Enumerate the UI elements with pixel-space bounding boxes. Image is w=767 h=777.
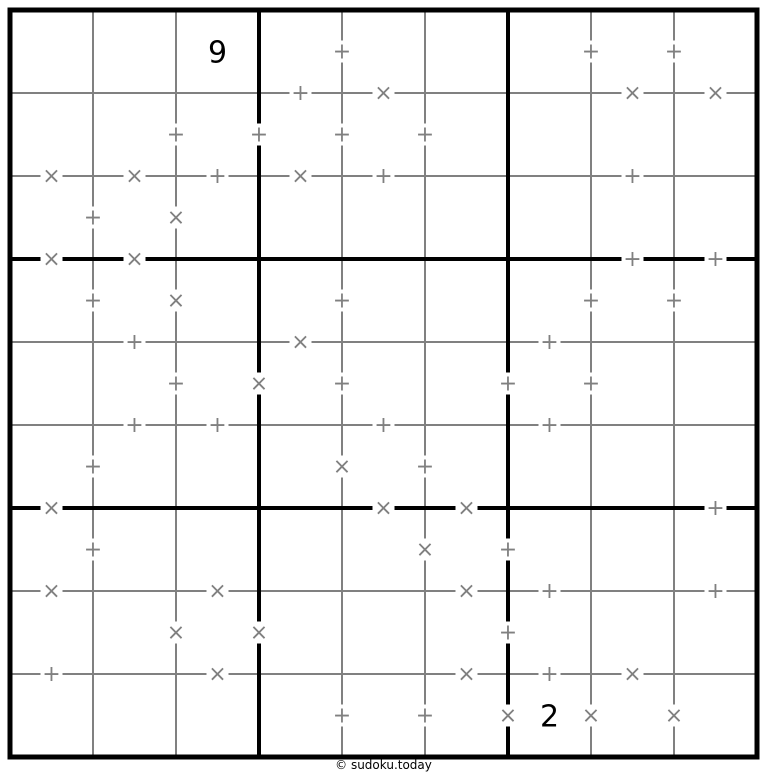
- plus-mark: +: [498, 537, 518, 563]
- cross-mark: ×: [42, 496, 61, 521]
- cross-mark: ×: [457, 496, 476, 521]
- plus-mark: +: [166, 371, 186, 397]
- cell-r1c1[interactable]: [10, 10, 93, 93]
- cell-r6c8[interactable]: [591, 425, 674, 508]
- cross-mark: ×: [166, 205, 186, 231]
- plus-mark: +: [166, 122, 186, 148]
- plus-mark: +: [249, 122, 269, 148]
- plus-mark: +: [42, 662, 61, 687]
- cell-r4c5[interactable]: [342, 259, 425, 342]
- cell-r3c7[interactable]: [508, 176, 591, 259]
- plus-mark: +: [125, 413, 144, 438]
- given-digit: 2: [539, 699, 560, 735]
- cell-r5c1[interactable]: [10, 342, 93, 425]
- cross-mark: ×: [581, 703, 601, 729]
- plus-mark: +: [664, 39, 684, 65]
- plus-mark: +: [83, 288, 103, 314]
- cell-r8c2[interactable]: [93, 591, 176, 674]
- cross-mark: ×: [125, 164, 144, 189]
- plus-mark: +: [332, 288, 352, 314]
- cell-r5c8[interactable]: [591, 342, 674, 425]
- cross-mark: ×: [249, 620, 269, 646]
- cross-mark: ×: [42, 579, 61, 604]
- plus-mark: +: [415, 122, 435, 148]
- plus-mark: +: [415, 454, 435, 480]
- cell-r9c4[interactable]: [259, 674, 342, 757]
- given-digit: 9: [207, 35, 228, 71]
- cross-mark: ×: [374, 81, 393, 106]
- plus-mark: +: [332, 39, 352, 65]
- cross-mark: ×: [125, 247, 144, 272]
- cell-r8c4[interactable]: [259, 591, 342, 674]
- cross-mark: ×: [498, 703, 518, 729]
- plus-mark: +: [706, 579, 725, 604]
- cross-mark: ×: [457, 662, 476, 687]
- cross-mark: ×: [623, 662, 642, 687]
- plus-mark: +: [374, 413, 393, 438]
- cross-mark: ×: [42, 247, 61, 272]
- cross-mark: ×: [374, 496, 393, 521]
- cross-mark: ×: [249, 371, 269, 397]
- plus-mark: +: [208, 164, 227, 189]
- cell-r1c6[interactable]: [425, 10, 508, 93]
- cross-mark: ×: [166, 620, 186, 646]
- cross-mark: ×: [623, 81, 642, 106]
- plus-mark: +: [83, 537, 103, 563]
- cell-r6c4[interactable]: [259, 425, 342, 508]
- cross-mark: ×: [166, 288, 186, 314]
- cell-r3c6[interactable]: [425, 176, 508, 259]
- cell-r5c9[interactable]: [674, 342, 757, 425]
- plus-mark: +: [581, 371, 601, 397]
- cell-r9c9[interactable]: [674, 674, 757, 757]
- plus-mark: +: [332, 371, 352, 397]
- plus-mark: +: [498, 620, 518, 646]
- cross-mark: ×: [706, 81, 725, 106]
- cross-mark: ×: [332, 454, 352, 480]
- plus-mark: +: [581, 39, 601, 65]
- cross-mark: ×: [208, 662, 227, 687]
- cell-r7c8[interactable]: [591, 508, 674, 591]
- plus-mark: +: [125, 330, 144, 355]
- cell-r5c6[interactable]: [425, 342, 508, 425]
- plus-mark: +: [332, 703, 352, 729]
- cell-r8c5[interactable]: [342, 591, 425, 674]
- cell-r4c6[interactable]: [425, 259, 508, 342]
- cross-mark: ×: [291, 330, 310, 355]
- cross-mark: ×: [291, 164, 310, 189]
- plus-mark: +: [581, 288, 601, 314]
- cell-layer[interactable]: [10, 10, 757, 757]
- cross-mark: ×: [42, 164, 61, 189]
- plus-mark: +: [664, 288, 684, 314]
- plus-mark: +: [706, 496, 725, 521]
- plus-mark: +: [706, 247, 725, 272]
- cell-r9c5[interactable]: [342, 674, 425, 757]
- plus-mark: +: [83, 205, 103, 231]
- cell-r1c7[interactable]: [508, 10, 591, 93]
- plus-mark: +: [374, 164, 393, 189]
- cell-r7c2[interactable]: [93, 508, 176, 591]
- cross-mark: ×: [415, 537, 435, 563]
- plus-mark: +: [623, 247, 642, 272]
- plus-mark: +: [332, 122, 352, 148]
- plus-mark: +: [291, 81, 310, 106]
- plus-mark: +: [415, 703, 435, 729]
- plus-mark: +: [540, 662, 559, 687]
- cross-mark: ×: [664, 703, 684, 729]
- plus-mark: +: [208, 413, 227, 438]
- cross-mark: ×: [457, 579, 476, 604]
- plus-mark: +: [540, 330, 559, 355]
- cell-r7c4[interactable]: [259, 508, 342, 591]
- plus-mark: +: [83, 454, 103, 480]
- cell-r1c2[interactable]: [93, 10, 176, 93]
- plus-mark: +: [540, 413, 559, 438]
- cell-r2c6[interactable]: [425, 93, 508, 176]
- cell-r9c2[interactable]: [93, 674, 176, 757]
- cell-r2c7[interactable]: [508, 93, 591, 176]
- plus-mark: +: [540, 579, 559, 604]
- plus-mark: +: [498, 371, 518, 397]
- cell-r4c3[interactable]: [176, 259, 259, 342]
- plus-mark: +: [623, 164, 642, 189]
- cross-mark: ×: [208, 579, 227, 604]
- site-credit: © sudoku.today: [335, 758, 432, 772]
